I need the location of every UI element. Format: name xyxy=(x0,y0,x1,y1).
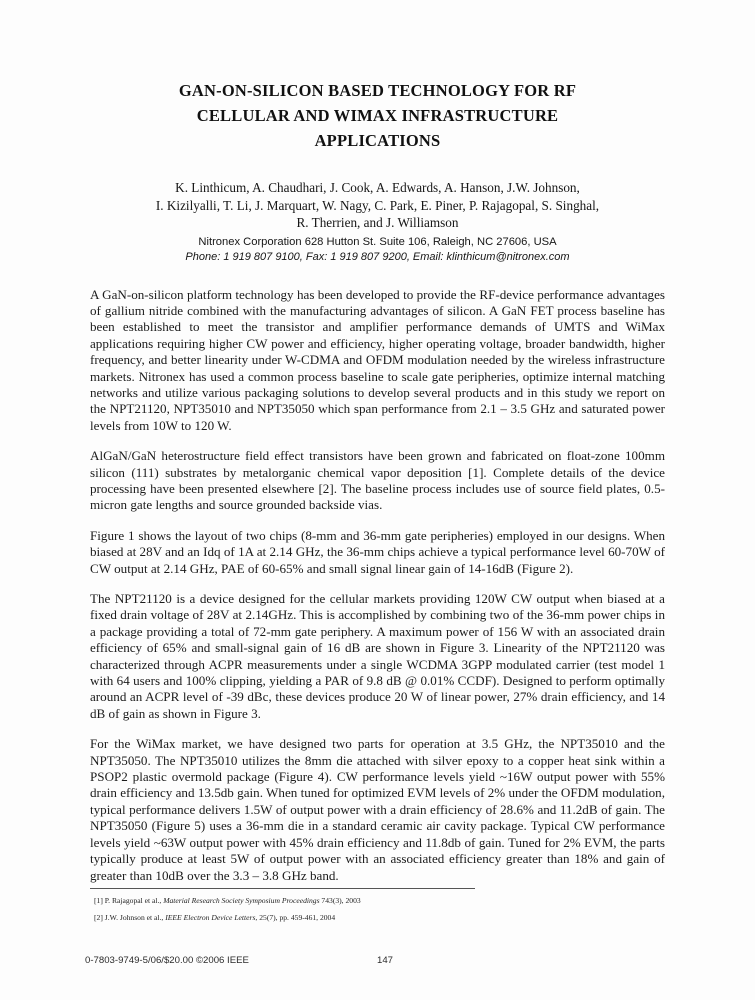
reference-prefix: P. Rajagopal et al., xyxy=(104,895,164,905)
reference-title: Material Research Society Symposium Proceedings xyxy=(163,895,320,905)
references-section xyxy=(90,888,665,924)
body-text xyxy=(90,287,665,884)
author-line-1: K. Linthicum, A. Chaudhari, J. Cook, A. Edwards, A. Hanson, J.W. Johnson, xyxy=(175,180,580,195)
reference-title: IEEE Electron Device Letters xyxy=(165,912,256,922)
paragraph-wimax: For the WiMax market, we have designed two parts for operation at 3.5 GHz, the NPT35010 and the NPT35050. The NPT35010 utilizes the 8mm die attached with silver epoxy to a copper heat sink within a PSOP2 plastic overmold package (Figure 4). CW performance levels yield ~16W output power with 55% drain efficiency and 13.5db gain. When tuned for optimized EVM levels of 2% under the OFDM modulation, typical performance delivers 1.5W of output power with a drain efficiency of 28.6% and 11.2dB of gain. The NPT35050 (Figure 5) uses a 36-mm die in a standard ceramic air cavity package. Typical CW performance levels yield ~63W output power with 45% drain efficiency and 11.8db of gain. Tuned for 2% EVM, the parts typically produce at least 5W of output power with an associated efficiency greater than 18% and gain of greater than 10dB over the 3.3 – 3.8 GHz band. xyxy=(90,736,665,883)
reference-item xyxy=(90,911,665,924)
paragraph-abstract: A GaN-on-silicon platform technology has been developed to provide the RF-device performance advantages of gallium nitride combined with the manufacturing advantages of silicon. A GaN FET process baseline has been established to meet the transistor and amplifier performance demands of UMTS and WiMax applications requiring higher CW power and efficiency, higher operating voltage, broader bandwidth, higher frequency, and better linearity under W-CDMA and OFDM modulation needed by the wireless infrastructure markets. Nitronex has used a common process baseline to scale gate peripheries, optimize internal matching networks and utilize various packaging solutions to develop several products and in this study we report on the NPT21120, NPT35010 and NPT35050 which span performance from 2.1 – 3.5 GHz and saturated power levels from 10W to 120 W. xyxy=(90,286,665,433)
copyright-notice: 0-7803-9749-5/06/$20.00 ©2006 IEEE xyxy=(85,955,249,966)
title-line-1: GAN-ON-SILICON BASED TECHNOLOGY FOR RF xyxy=(178,81,577,100)
reference-suffix: 743(3), 2003 xyxy=(319,895,361,905)
contact-info: Phone: 1 919 807 9100, Fax: 1 919 807 9200, Email: klinthicum@nitronex.com xyxy=(185,250,570,263)
title-line-3: APPLICATIONS xyxy=(314,131,441,150)
affiliation: Nitronex Corporation 628 Hutton St. Suite 106, Raleigh, NC 27606, USA xyxy=(198,235,557,248)
paragraph-heterostructure: AlGaN/GaN heterostructure field effect transistors have been grown and fabricated on float-zone 100mm silicon (111) substrates by metalorganic chemical vapor deposition [1]. Complete details of the device processing have been presented elsewhere [2]. The baseline process includes use of source field plates, 0.5-micron gate lengths and source grounded backside vias. xyxy=(90,448,665,513)
author-line-2: I. Kizilyalli, T. Li, J. Marquart, W. Nagy, C. Park, E. Piner, P. Rajagopal, S. Singhal, xyxy=(155,197,600,213)
page-number: 147 xyxy=(377,955,394,966)
reference-suffix: , 25(7), pp. 459-461, 2004 xyxy=(255,912,336,922)
reference-marker: [1] xyxy=(94,895,103,905)
author-list xyxy=(90,179,665,232)
author-line-3: R. Therrien, and J. Williamson xyxy=(296,215,459,230)
paragraph-chip-layout: Figure 1 shows the layout of two chips (8-mm and 36-mm gate peripheries) employed in our designs. When biased at 28V and an Idq of 1A at 2.14 GHz, the 36-mm chips achieve a typical performance level 60-70W of CW output at 2.14 GHz, PAE of 60-65% and small signal linear gain of 14-16dB (Figure 2). xyxy=(90,527,665,576)
reference-item xyxy=(90,894,665,907)
paragraph-npt21120: The NPT21120 is a device designed for the cellular markets providing 120W CW output when biased at a fixed drain voltage of 28V at 2.14GHz. This is accomplished by combining two of the 36-mm power chips in a package providing a total of 72-mm gate periphery. A maximum power of 156 W with an associated drain efficiency of 65% and small-signal gain of 16 dB are shown in Figure 3. Linearity of the NPT21120 was characterized through ACPR measurements under a single WCDMA 3GPP modulated carrier (test model 1 with 64 users and 100% clipping, yielding a PAR of 9.8 dB @ 0.01% CCDF). Designed to perform optimally around an ACPR level of -39 dBc, these devices produce 20 W of linear power, 27% drain efficiency, and 14 dB of gain as shown in Figure 3. xyxy=(90,591,665,721)
page-title xyxy=(128,78,628,153)
title-line-2: CELLULAR AND WIMAX INFRASTRUCTURE xyxy=(196,106,559,125)
page-footer xyxy=(85,955,670,966)
page-content xyxy=(90,78,665,928)
reference-marker: [2] xyxy=(94,912,103,922)
references-divider xyxy=(90,888,475,889)
reference-prefix: J.W. Johnson et al., xyxy=(104,912,166,922)
